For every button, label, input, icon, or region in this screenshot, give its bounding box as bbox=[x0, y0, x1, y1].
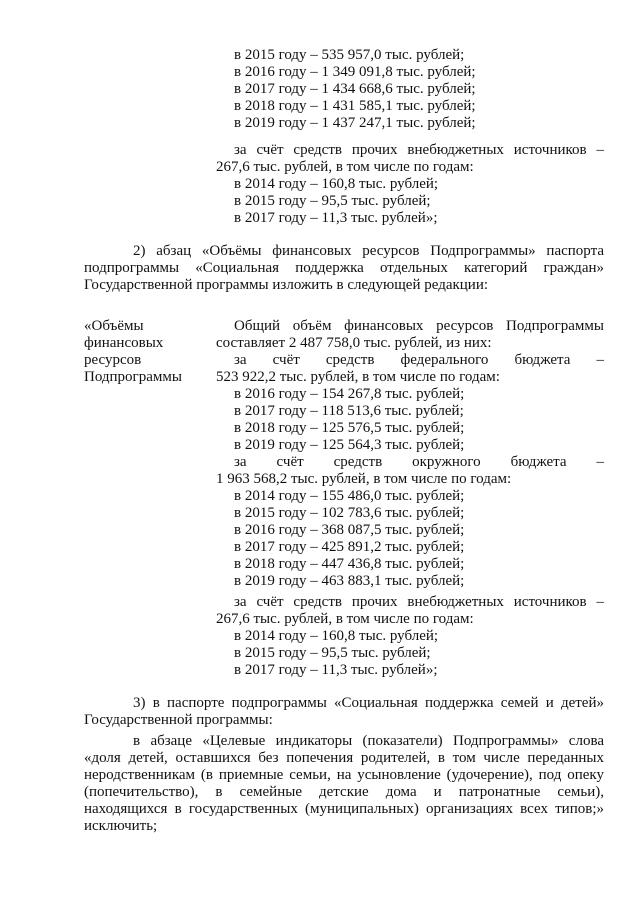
year-line: в 2018 году – 125 576,5 тыс. рублей; bbox=[234, 420, 465, 436]
extrabudget-line: за счёт средств прочих внебюджетных источников – bbox=[234, 142, 604, 158]
item-3-line: 3) в паспорте подпрограммы «Социальная поддержка семей и детей» bbox=[133, 695, 604, 711]
passport-label-line: Подпрограммы bbox=[84, 369, 182, 385]
year-line: в 2018 году – 447 436,8 тыс. рублей; bbox=[234, 556, 465, 572]
year-line: в 2014 году – 160,8 тыс. рублей; bbox=[234, 176, 439, 192]
year-line: в 2016 году – 154 267,8 тыс. рублей; bbox=[234, 386, 465, 402]
year-line: в 2015 году – 95,5 тыс. рублей; bbox=[234, 645, 431, 661]
year-line: в 2015 году – 95,5 тыс. рублей; bbox=[234, 193, 431, 209]
item-3-line: исключить; bbox=[84, 818, 158, 834]
item-2-line: подпрограммы «Социальная поддержка отдельных категорий граждан» bbox=[84, 260, 604, 276]
total-line: составляет 2 487 758,0 тыс. рублей, из них: bbox=[216, 335, 492, 351]
passport-label-line: ресурсов bbox=[84, 352, 142, 368]
year-line: в 2019 году – 125 564,3 тыс. рублей; bbox=[234, 437, 465, 453]
extrabudget-total: 267,6 тыс. рублей, в том числе по годам: bbox=[216, 611, 474, 627]
extrabudget-total: 267,6 тыс. рублей, в том числе по годам: bbox=[216, 159, 474, 175]
item-2-line: 2) абзац «Объёмы финансовых ресурсов Подпрограммы» паспорта bbox=[133, 243, 604, 259]
item-3-line: в абзаце «Целевые индикаторы (показатели) Подпрограммы» слова bbox=[133, 733, 604, 749]
federal-line: за счёт средств федерального бюджета – bbox=[234, 352, 604, 368]
item-3-line: неродственникам (в приемные семьи, на усыновление (удочерение), под опеку bbox=[84, 767, 604, 783]
year-line: в 2015 году – 535 957,0 тыс. рублей; bbox=[234, 47, 465, 63]
okrug-total: 1 963 568,2 тыс. рублей, в том числе по годам: bbox=[216, 471, 512, 487]
year-line: в 2017 году – 425 891,2 тыс. рублей; bbox=[234, 539, 465, 555]
year-line: в 2017 году – 11,3 тыс. рублей»; bbox=[234, 210, 438, 226]
year-line: в 2014 году – 160,8 тыс. рублей; bbox=[234, 628, 439, 644]
item-3-line: «доля детей, оставшихся без попечения родителей, в том числе переданных bbox=[84, 750, 604, 766]
year-line: в 2019 году – 1 437 247,1 тыс. рублей; bbox=[234, 115, 476, 131]
year-line: в 2017 году – 11,3 тыс. рублей»; bbox=[234, 662, 438, 678]
extrabudget-line: за счёт средств прочих внебюджетных источников – bbox=[234, 594, 604, 610]
year-line: в 2014 году – 155 486,0 тыс. рублей; bbox=[234, 488, 465, 504]
item-2-line: Государственной программы изложить в следующей редакции: bbox=[84, 277, 489, 293]
okrug-line: за счёт средств окружного бюджета – bbox=[234, 454, 604, 470]
passport-label-line: «Объёмы bbox=[84, 318, 144, 334]
year-line: в 2017 году – 1 434 668,6 тыс. рублей; bbox=[234, 81, 476, 97]
year-line: в 2016 году – 1 349 091,8 тыс. рублей; bbox=[234, 64, 476, 80]
year-line: в 2017 году – 118 513,6 тыс. рублей; bbox=[234, 403, 464, 419]
total-line: Общий объём финансовых ресурсов Подпрограммы bbox=[234, 318, 604, 334]
item-3-line: (попечительство), в семейные детские дома и патронатные семьи), bbox=[84, 784, 604, 800]
year-line: в 2019 году – 463 883,1 тыс. рублей; bbox=[234, 573, 465, 589]
year-line: в 2018 году – 1 431 585,1 тыс. рублей; bbox=[234, 98, 476, 114]
year-line: в 2016 году – 368 087,5 тыс. рублей; bbox=[234, 522, 465, 538]
item-3-line: находящихся в государственных (муниципальных) организациях всех типов;» bbox=[84, 801, 604, 817]
passport-label-line: финансовых bbox=[84, 335, 164, 351]
year-line: в 2015 году – 102 783,6 тыс. рублей; bbox=[234, 505, 465, 521]
item-3-line: Государственной программы: bbox=[84, 712, 273, 728]
federal-total: 523 922,2 тыс. рублей, в том числе по годам: bbox=[216, 369, 500, 385]
